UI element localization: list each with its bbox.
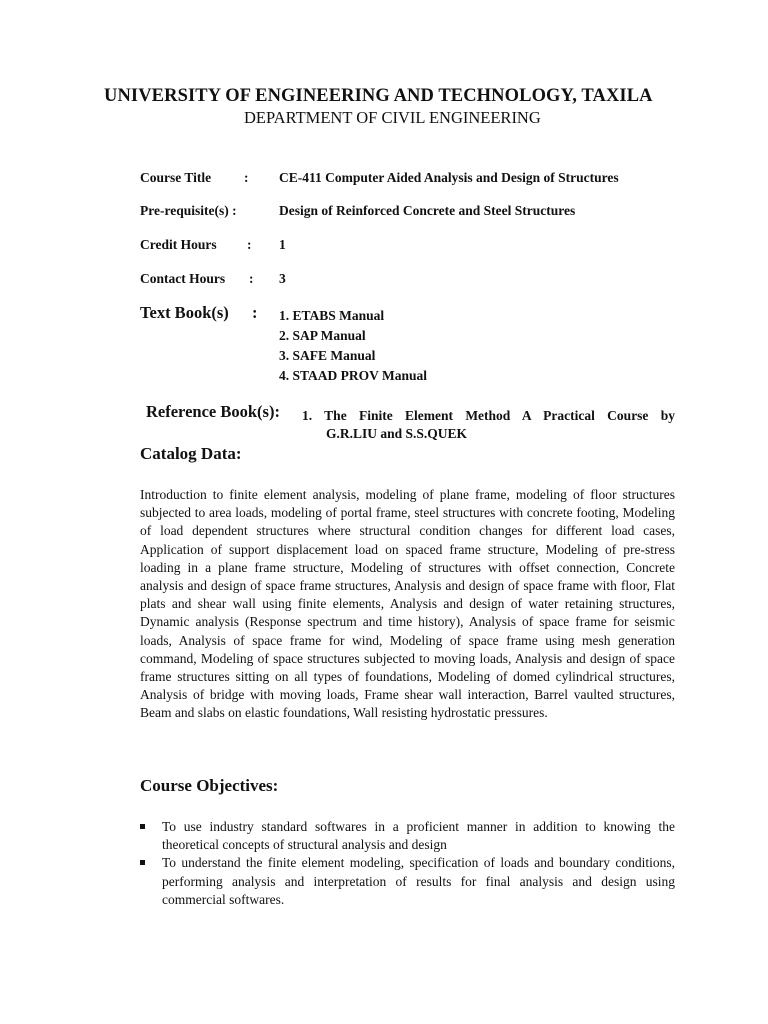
list-item: [140, 854, 675, 909]
prerequisites-label: Pre-requisite(s) :: [140, 203, 237, 218]
department-title: DEPARTMENT OF CIVIL ENGINEERING: [244, 108, 541, 127]
credit-hours-value: 1: [279, 237, 286, 252]
contact-hours-value: 3: [279, 271, 286, 286]
bullet-icon: [140, 824, 145, 829]
credit-hours-colon: :: [247, 237, 252, 252]
reference-books-label: Reference Book(s):: [146, 402, 280, 421]
credit-hours-label: Credit Hours: [140, 237, 217, 252]
text-books-colon: :: [252, 303, 258, 322]
text-books-list: [279, 306, 427, 386]
objective-text: To use industry standard softwares in a proficient manner in addition to knowing the theoretical concepts of structural analysis and design: [162, 819, 675, 853]
course-title-label: Course Title: [140, 170, 212, 185]
course-title-value: CE-411 Computer Aided Analysis and Design of Structures: [279, 170, 619, 185]
list-item: 4. STAAD PROV Manual: [279, 368, 428, 383]
reference-book-line-2: G.R.LIU and S.S.QUEK: [326, 426, 468, 441]
catalog-body: Introduction to finite element analysis, modeling of plane frame, modeling of floor structures subjected to area loads, modeling of portal frame, steel structures with concrete footing, Modeling of load dependent structures where structural condition changes for different load cases, Application of support displacement load on spaced frame structure, Modeling of pre-stress loading in a plane frame structure, Modeling of structures with offset connection, Concrete analysis and design of space frame structures, Analysis and design of space frame with floor, Flat plats and shear wall using finite elements, Analysis and design of water retaining structures, Dynamic analysis (Response spectrum and time history), Analysis of space frame for seismic loads, Analysis of space frame for wind, Modeling of space frame using mesh generation command, Modeling of space structures subjected to moving loads, Analysis and design of space frame structures sitting on all types of foundations, Modeling of domed cylindrical structures, Analysis of bridge with moving loads, Frame shear wall interaction, Barrel vaulted structures, Beam and slabs on elastic foundations, Wall resisting hydrostatic pressures.: [140, 487, 675, 721]
list-item: [140, 818, 675, 854]
list-item: 2. SAP Manual: [279, 328, 366, 343]
catalog-heading: Catalog Data:: [140, 444, 242, 463]
prerequisites-value: Design of Reinforced Concrete and Steel Structures: [279, 203, 576, 218]
objectives-heading: Course Objectives:: [140, 776, 279, 795]
reference-book-line-1: 1. The Finite Element Method A Practical Course by: [302, 408, 675, 423]
contact-hours-label: Contact Hours: [140, 271, 226, 286]
objectives-list: [140, 818, 675, 909]
text-books-label: Text Book(s): [140, 303, 229, 322]
university-title: UNIVERSITY OF ENGINEERING AND TECHNOLOGY, TAXILA: [104, 86, 653, 106]
bullet-icon: [140, 860, 145, 865]
course-title-colon: :: [244, 170, 249, 185]
list-item: 3. SAFE Manual: [279, 348, 376, 363]
objective-text: To understand the finite element modeling, specification of loads and boundary conditions, performing analysis and interpretation of results for final analysis and design using commercial softwares.: [162, 855, 675, 907]
contact-hours-colon: :: [249, 271, 254, 286]
list-item: 1. ETABS Manual: [279, 308, 385, 323]
